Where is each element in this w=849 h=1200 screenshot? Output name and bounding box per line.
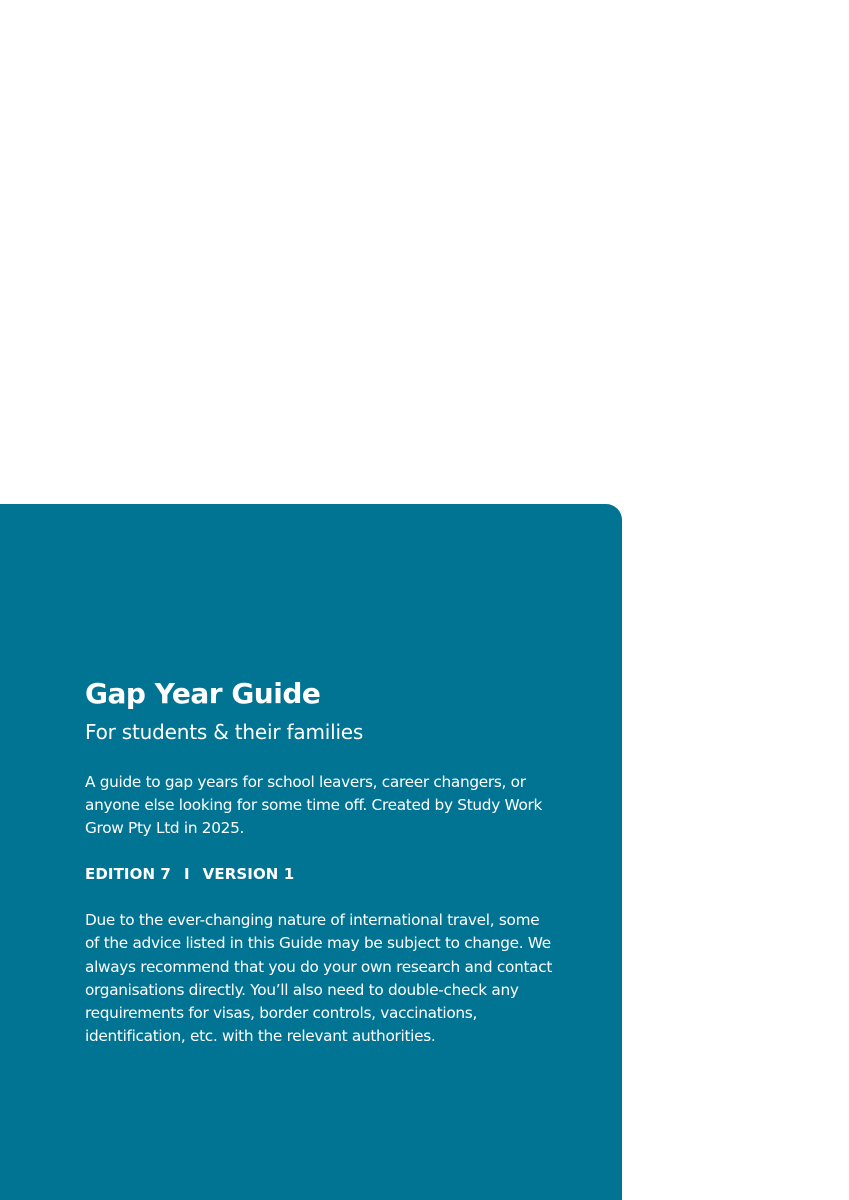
document-title: Gap Year Guide [85, 677, 321, 710]
cover-content [85, 674, 555, 1049]
edition-label: EDITION 7 [85, 865, 171, 883]
edition-separator: I [183, 865, 190, 883]
disclaimer-paragraph: Due to the ever-changing nature of international travel, some of the advice listed in this Guide may be subject to change. We always recommend that you do your own research and contact organisations directly. You’ll also need to double-check any requirements for visas, border controls, vaccinations, identification, etc. with the relevant authorities. [85, 911, 553, 1046]
version-label: VERSION 1 [202, 865, 295, 883]
edition-line [85, 863, 555, 885]
document-subtitle: For students & their families [85, 720, 364, 744]
intro-paragraph: A guide to gap years for school leavers, career changers, or anyone else looking for some time off. Created by Study Work Grow Pty Ltd in 2025. [85, 773, 543, 837]
